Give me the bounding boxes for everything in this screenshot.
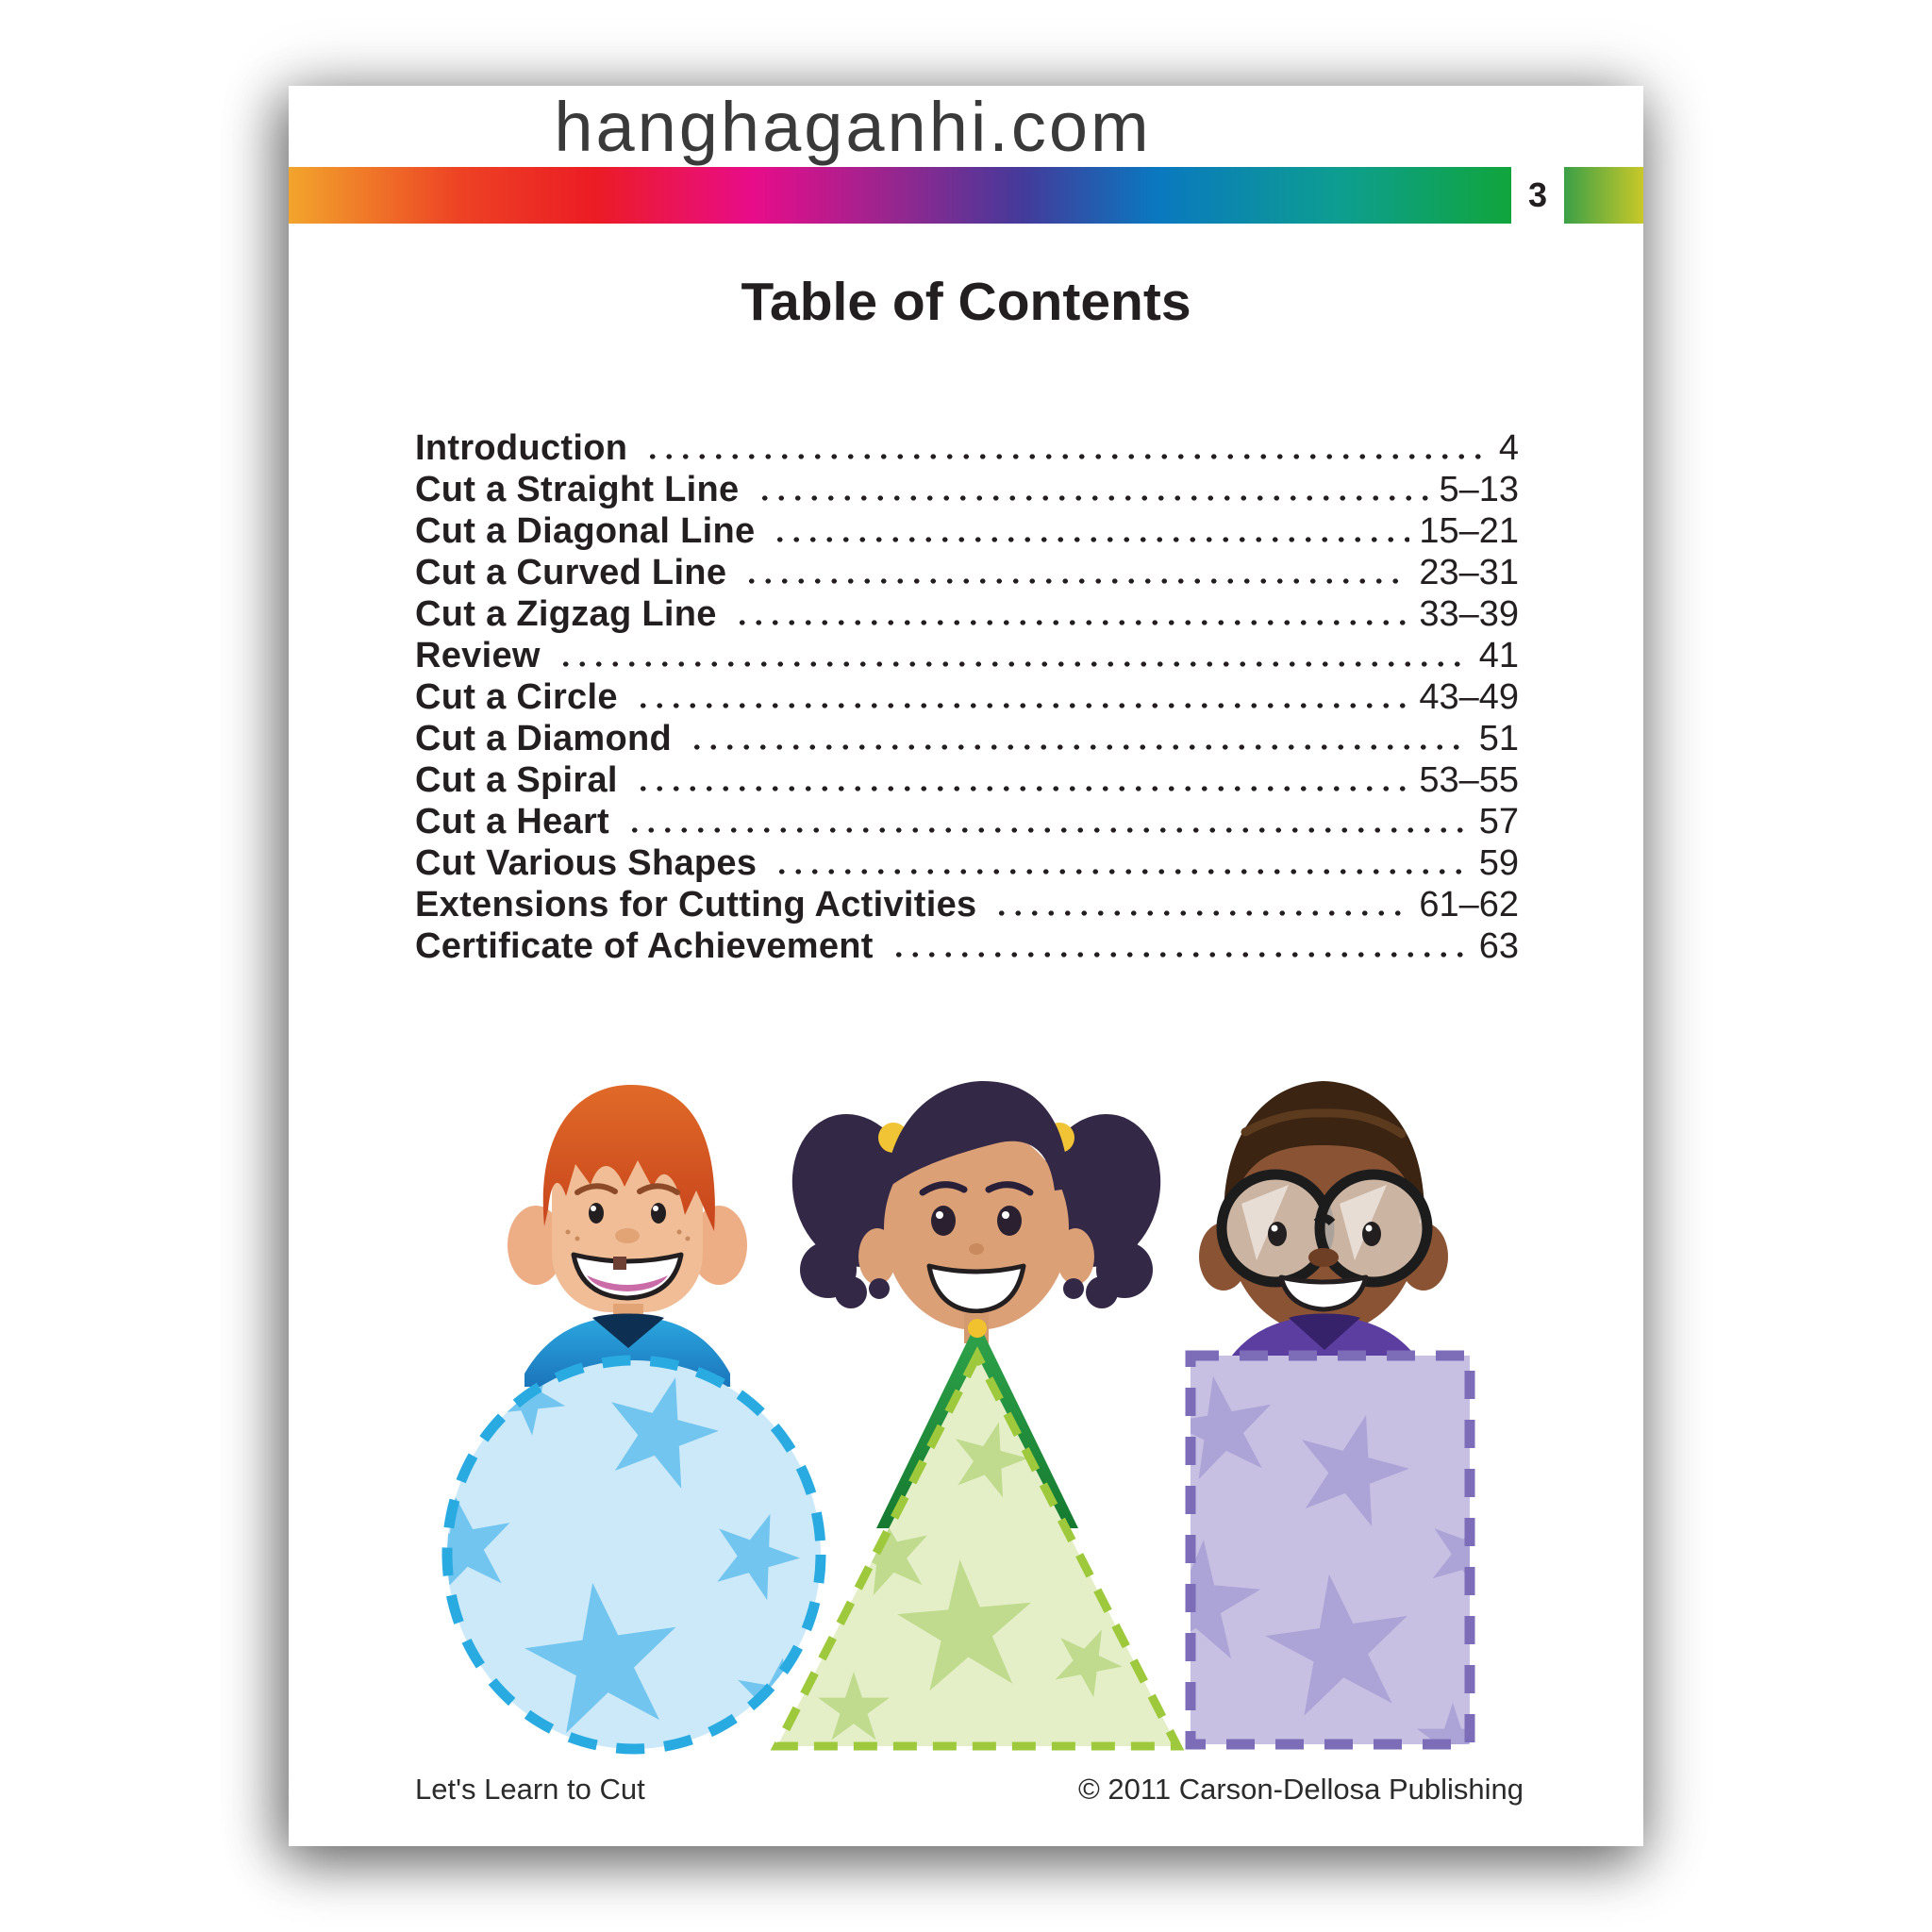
toc-entry-pages: 43–49 xyxy=(1419,677,1519,717)
toc-entry-label: Certificate of Achievement xyxy=(415,926,874,966)
toc-row xyxy=(415,510,1519,552)
toc-entry-label: Cut a Curved Line xyxy=(415,553,727,592)
page-title: Table of Contents xyxy=(741,272,1191,332)
toc-entry-pages: 15–21 xyxy=(1419,511,1519,551)
rainbow-bar-tail xyxy=(1564,167,1643,224)
toc-dot-leader xyxy=(633,676,1410,718)
toc-entry-label: Introduction xyxy=(415,428,628,468)
toc-entry-pages: 33–39 xyxy=(1419,594,1519,634)
toc-dot-leader xyxy=(556,635,1470,676)
toc-row xyxy=(415,427,1519,469)
page-number: 3 xyxy=(1511,167,1564,224)
toc-dot-leader xyxy=(889,925,1470,967)
watermark-text: hanghaganhi.com xyxy=(554,87,1152,166)
toc-list xyxy=(415,427,1519,967)
toc-entry-pages: 23–31 xyxy=(1419,553,1519,592)
toc-row xyxy=(415,884,1519,925)
toc-dot-leader xyxy=(633,759,1410,801)
toc-dot-leader xyxy=(772,842,1469,884)
toc-dot-leader xyxy=(732,593,1410,635)
toc-row xyxy=(415,718,1519,759)
toc-entry-label: Cut a Diagonal Line xyxy=(415,511,756,551)
book-page xyxy=(289,86,1643,1846)
toc-row xyxy=(415,801,1519,842)
girl-shirt-triangle xyxy=(876,1321,1078,1528)
toc-entry-label: Cut a Circle xyxy=(415,677,618,717)
toc-dot-leader xyxy=(770,510,1409,552)
rainbow-bar xyxy=(289,167,1643,224)
girl-with-pigtails-figure xyxy=(776,1081,1176,1343)
toc-entry-label: Cut a Zigzag Line xyxy=(415,594,717,634)
toc-row xyxy=(415,676,1519,718)
cut-shape-circle xyxy=(407,1347,823,1749)
toc-entry-label: Cut Various Shapes xyxy=(415,843,758,883)
kids-illustration xyxy=(358,1075,1566,1802)
toc-entry-label: Cut a Diamond xyxy=(415,719,673,758)
toc-entry-pages: 41 xyxy=(1478,636,1519,675)
toc-entry-pages: 63 xyxy=(1478,926,1519,966)
toc-row xyxy=(415,842,1519,884)
toc-entry-pages: 57 xyxy=(1478,802,1519,841)
toc-row xyxy=(415,552,1519,593)
toc-entry-pages: 59 xyxy=(1478,843,1519,883)
toc-dot-leader xyxy=(687,718,1470,759)
toc-entry-label: Review xyxy=(415,636,541,675)
toc-entry-label: Extensions for Cutting Activities xyxy=(415,885,977,924)
toc-row xyxy=(415,593,1519,635)
toc-row xyxy=(415,635,1519,676)
red-haired-boy-figure xyxy=(508,1085,747,1387)
footer-book-title: Let's Learn to Cut xyxy=(415,1773,645,1806)
toc-entry-pages: 61–62 xyxy=(1419,885,1519,924)
toc-dot-leader xyxy=(741,552,1409,593)
toc-dot-leader xyxy=(991,884,1409,925)
page-footer xyxy=(415,1773,1524,1807)
rainbow-gradient xyxy=(289,167,1511,224)
toc-dot-leader xyxy=(642,427,1490,469)
toc-entry-label: Cut a Straight Line xyxy=(415,470,740,509)
toc-entry-pages: 4 xyxy=(1498,428,1519,468)
girl-collar-button xyxy=(968,1319,987,1338)
toc-row xyxy=(415,759,1519,801)
toc-entry-label: Cut a Heart xyxy=(415,802,610,841)
toc-entry-pages: 53–55 xyxy=(1419,760,1519,800)
toc-dot-leader xyxy=(625,801,1470,842)
boy-with-glasses-figure xyxy=(1199,1081,1448,1387)
toc-entry-pages: 51 xyxy=(1478,719,1519,758)
toc-dot-leader xyxy=(755,469,1430,510)
toc-entry-label: Cut a Spiral xyxy=(415,760,618,800)
toc-entry-pages: 5–13 xyxy=(1439,470,1519,509)
cut-shape-triangle xyxy=(777,1356,1177,1746)
toc-row xyxy=(415,469,1519,510)
cut-shape-rectangle xyxy=(1133,1356,1521,1771)
toc-row xyxy=(415,925,1519,967)
footer-copyright: © 2011 Carson-Dellosa Publishing xyxy=(1077,1773,1524,1806)
